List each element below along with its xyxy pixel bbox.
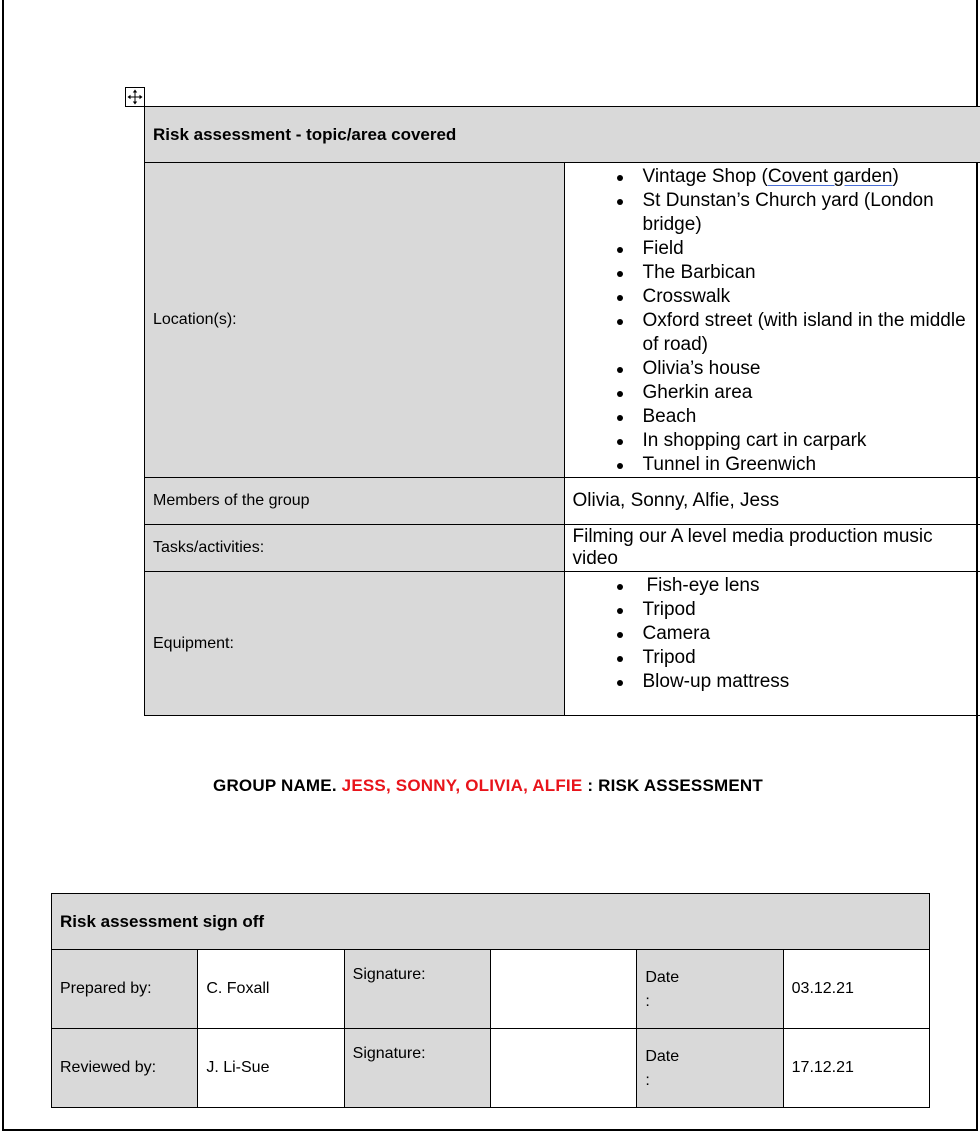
equipment-row bbox=[145, 572, 980, 716]
reviewed-by-label: Reviewed by: bbox=[52, 1029, 198, 1108]
date-label: Date : bbox=[637, 950, 783, 1029]
group-heading-prefix: GROUP NAME. bbox=[213, 776, 342, 795]
list-item: Gherkin area bbox=[643, 381, 976, 405]
signature-label: Signature: bbox=[344, 950, 490, 1029]
list-item: Blow-up mattress bbox=[643, 670, 976, 694]
date-label: Date : bbox=[637, 1029, 783, 1108]
topic-table bbox=[144, 106, 980, 716]
locations-label: Location(s): bbox=[145, 163, 565, 478]
locations-list bbox=[573, 165, 976, 477]
list-item: St Dunstan’s Church yard (London bridge) bbox=[643, 189, 976, 237]
reviewed-row bbox=[52, 1029, 930, 1108]
members-label: Members of the group bbox=[145, 478, 565, 525]
signoff-table-header: Risk assessment sign off bbox=[52, 894, 930, 950]
list-item: Beach bbox=[643, 405, 976, 429]
list-item: Oxford street (with island in the middle of road) bbox=[643, 309, 976, 357]
group-names: JESS, SONNY, OLIVIA, ALFIE bbox=[341, 776, 583, 795]
prepared-signature-field[interactable] bbox=[490, 950, 636, 1029]
group-heading-suffix: : RISK ASSESSMENT bbox=[582, 776, 763, 795]
tasks-value[interactable]: Filming our A level media production music video bbox=[564, 525, 980, 572]
reviewed-by-name[interactable]: J. Li-Sue bbox=[198, 1029, 344, 1108]
reviewed-date[interactable]: 17.12.21 bbox=[783, 1029, 929, 1108]
prepared-by-name[interactable]: C. Foxall bbox=[198, 950, 344, 1029]
prepared-date[interactable]: 03.12.21 bbox=[783, 950, 929, 1029]
list-item: Tunnel in Greenwich bbox=[643, 453, 976, 477]
signature-label: Signature: bbox=[344, 1029, 490, 1108]
locations-row bbox=[145, 163, 980, 478]
list-item: Tripod bbox=[643, 646, 976, 670]
equipment-list bbox=[573, 574, 976, 694]
list-item: Vintage Shop (Covent garden) bbox=[643, 165, 976, 189]
locations-value[interactable] bbox=[564, 163, 980, 478]
list-item: In shopping cart in carpark bbox=[643, 429, 976, 453]
list-item: Camera bbox=[643, 622, 976, 646]
covent-garden-text: Covent garden bbox=[767, 166, 893, 187]
list-item: Fish-eye lens bbox=[643, 574, 976, 598]
members-value[interactable]: Olivia, Sonny, Alfie, Jess bbox=[564, 478, 980, 525]
tasks-row bbox=[145, 525, 980, 572]
signoff-table bbox=[51, 893, 930, 1108]
move-arrows-icon bbox=[127, 89, 143, 105]
equipment-value[interactable] bbox=[564, 572, 980, 716]
list-item: Olivia’s house bbox=[643, 357, 976, 381]
members-row bbox=[145, 478, 980, 525]
list-item: Crosswalk bbox=[643, 285, 976, 309]
list-item: Tripod bbox=[643, 598, 976, 622]
list-item: Field bbox=[643, 237, 976, 261]
group-heading bbox=[0, 776, 976, 796]
reviewed-signature-field[interactable] bbox=[490, 1029, 636, 1108]
list-item: The Barbican bbox=[643, 261, 976, 285]
prepared-by-label: Prepared by: bbox=[52, 950, 198, 1029]
tasks-label: Tasks/activities: bbox=[145, 525, 565, 572]
prepared-row bbox=[52, 950, 930, 1029]
table-move-handle[interactable] bbox=[125, 87, 145, 107]
topic-table-header: Risk assessment - topic/area covered bbox=[145, 107, 980, 163]
equipment-label: Equipment: bbox=[145, 572, 565, 716]
